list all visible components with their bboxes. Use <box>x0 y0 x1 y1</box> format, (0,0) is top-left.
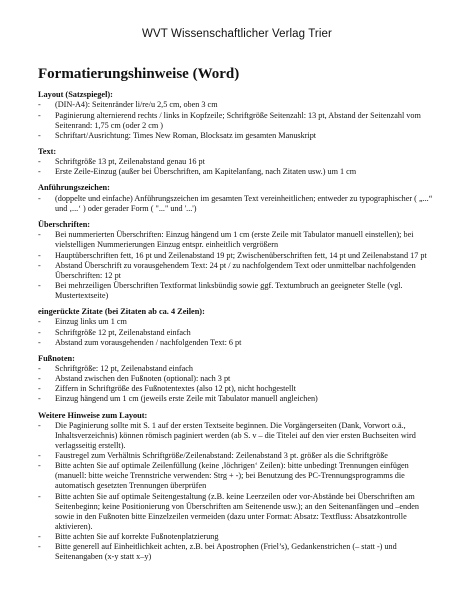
dash-bullet-icon: - <box>38 420 41 430</box>
list-item <box>38 384 436 394</box>
section <box>38 411 436 563</box>
list-item-text: Erste Zeile-Einzug (außer bei Überschriften, am Kapitelanfang, nach Zitaten usw.) um 1 cm <box>55 167 357 177</box>
section-heading: Fußnoten: <box>38 353 75 363</box>
list-item-text: Bitte achten Sie auf optimale Seitengestaltung (z.B. keine Leerzeilen oder vor-Abstände bei Überschriften am Seitenbeginn; keine Positionierung von Überschriften am Seitenende usw.); an den Seitenanfängen und –enden sowie in den Fußnoten bitte Einzelzeilen vermeiden (dazu unter Format: Absatz: Textfluss: Absatzkontrolle aktivieren). <box>55 491 419 531</box>
list-item-text: Bei mehrzeiligen Überschriften Textformat linksbündig sowie ggf. Textumbruch an geeigneter Stelle (vgl. Mustertextseite) <box>55 280 403 300</box>
section <box>38 307 436 348</box>
dash-bullet-icon: - <box>38 394 41 404</box>
bullet-list <box>38 317 436 347</box>
bullet-list <box>38 421 436 562</box>
section <box>38 90 436 141</box>
sections-container <box>38 90 436 562</box>
dash-bullet-icon: - <box>38 250 41 260</box>
dash-bullet-icon: - <box>38 337 41 347</box>
dash-bullet-icon: - <box>38 157 41 167</box>
dash-bullet-icon: - <box>38 384 41 394</box>
dash-bullet-icon: - <box>38 280 41 290</box>
dash-bullet-icon: - <box>38 260 41 270</box>
list-item <box>38 167 436 177</box>
dash-bullet-icon: - <box>38 317 41 327</box>
list-item-text: Schriftgröße 13 pt, Zeilenabstand genau 16 pt <box>55 157 205 167</box>
list-item <box>38 317 436 327</box>
list-item <box>38 364 436 374</box>
bullet-list <box>38 194 436 214</box>
dash-bullet-icon: - <box>38 451 41 461</box>
list-item-text: Paginierung alternierend rechts / links in Kopfzeile; Schriftgröße Seitenzahl: 13 pt, Abstand der Seitenzahl vom Seitenrand: 1,75 cm (oder 2 cm ) <box>55 110 421 130</box>
list-item-text: Bitte achten Sie auf korrekte Fußnotenplatzierung <box>55 531 219 541</box>
section <box>38 183 436 214</box>
list-item-text: Schriftart/Ausrichtung: Times New Roman, Blocksatz im gesamten Manuskript <box>55 130 317 140</box>
dash-bullet-icon: - <box>38 327 41 337</box>
list-item-text: Abstand zwischen den Fußnoten (optional): nach 3 pt <box>55 374 231 384</box>
list-item <box>38 394 436 404</box>
list-item-text: (DIN-A4): Seitenränder li/re/u 2,5 cm, oben 3 cm <box>55 100 218 110</box>
dash-bullet-icon: - <box>38 542 41 552</box>
list-item-text: Bitte generell auf Einheitlichkeit achten, z.B. bei Apostrophen (Friel’s), Gedankenstrichen (– statt -) und Seitenangaben (x-y statt x–y) <box>55 542 397 562</box>
list-item <box>38 281 436 301</box>
dash-bullet-icon: - <box>38 491 41 501</box>
dash-bullet-icon: - <box>38 461 41 471</box>
list-item-text: Abstand zum vorausgehenden / nachfolgenden Text: 6 pt <box>55 337 242 347</box>
section-heading: Überschriften: <box>38 219 91 229</box>
dash-bullet-icon: - <box>38 167 41 177</box>
list-item-text: Bei nummerierten Überschriften: Einzug hängend um 1 cm (erste Zeile mit Tabulator manuell einstellen); bei vielstelligen Nummerierungen Einzug entspr. einheitlich vergrößern <box>55 230 414 250</box>
section <box>38 354 436 405</box>
dash-bullet-icon: - <box>38 110 41 120</box>
section <box>38 220 436 301</box>
list-item-text: Faustregel zum Verhältnis Schriftgröße/Zeilenabstand: Zeilenabstand 3 pt. größer als die Schriftgröße <box>55 451 388 461</box>
section-heading: Text: <box>38 146 57 156</box>
bullet-list <box>38 100 436 140</box>
section-heading: Weitere Hinweise zum Layout: <box>38 410 148 420</box>
section-heading: eingerückte Zitate (bei Zitaten ab ca. 4 Zeilen): <box>38 307 205 317</box>
list-item <box>38 111 436 131</box>
list-item <box>38 492 436 532</box>
list-item-text: Hauptüberschriften fett, 16 pt und Zeilenabstand 19 pt; Zwischenüberschriften fett, 14 pt und Zeilenabstand 17 pt <box>55 250 427 260</box>
list-item <box>38 461 436 491</box>
list-item <box>38 451 436 461</box>
list-item <box>38 100 436 110</box>
list-item <box>38 157 436 167</box>
list-item <box>38 194 436 214</box>
dash-bullet-icon: - <box>38 130 41 140</box>
publisher-header: WVT Wissenschaftlicher Verlag Trier <box>142 28 332 40</box>
section <box>38 147 436 178</box>
dash-bullet-icon: - <box>38 230 41 240</box>
bullet-list <box>38 157 436 177</box>
list-item-text: (doppelte und einfache) Anführungszeichen im gesamten Text vereinheitlichen; entweder zu typographischer ( „...“ und ‚...‘ ) oder gerader Form ( "..." und '...') <box>55 193 433 213</box>
list-item <box>38 374 436 384</box>
bullet-list <box>38 364 436 404</box>
list-item <box>38 251 436 261</box>
list-item <box>38 328 436 338</box>
list-item <box>38 532 436 542</box>
list-item-text: Die Paginierung sollte mit S. 1 auf der ersten Textseite beginnen. Die Vorgängerseiten (Dank, Vorwort o.ä., Inhaltsverzeichnis) können römisch paginiert werden (ab S. v – die Titelei auf den vier ersten Buchseiten wird verlagsseitig erstellt). <box>55 420 416 451</box>
section-heading: Anführungszeichen: <box>38 183 110 193</box>
list-item <box>38 230 436 250</box>
list-item-text: Einzug links um 1 cm <box>55 317 127 327</box>
list-item-text: Schriftgröße 12 pt, Zeilenabstand einfach <box>55 327 191 337</box>
dash-bullet-icon: - <box>38 100 41 110</box>
dash-bullet-icon: - <box>38 374 41 384</box>
section-heading: Layout (Satzspiegel): <box>38 90 113 99</box>
list-item <box>38 421 436 451</box>
dash-bullet-icon: - <box>38 364 41 374</box>
list-item-text: Schriftgröße: 12 pt, Zeilenabstand einfach <box>55 364 194 374</box>
dash-bullet-icon: - <box>38 531 41 541</box>
list-item-text: Abstand Überschrift zu vorausgehendem Text: 24 pt / zu nachfolgendem Text oder unmittelbar nachfolgenden Überschriften: 12 pt <box>55 260 416 280</box>
dash-bullet-icon: - <box>38 193 41 203</box>
bullet-list <box>38 230 436 301</box>
list-item-text: Ziffern in Schriftgröße des Fußnotentextes (also 12 pt), nicht hochgestellt <box>55 384 296 394</box>
list-item-text: Bitte achten Sie auf optimale Zeilenfüllung (keine ‚löchrigen‘ Zeilen): bitte unbedingt Trennungen einfügen (manuell: bitte weiche Trennstriche verwenden: Strg + -); bei Benutzung des PC-Trennungsprogramms die automatisch gesetzten Trennungen überprüfen <box>55 461 409 491</box>
list-item <box>38 261 436 281</box>
list-item <box>38 131 436 141</box>
list-item-text: Einzug hängend um 1 cm (jeweils erste Zeile mit Tabulator manuell angleichen) <box>55 394 318 404</box>
document-title: Formatierungshinweise (Word) <box>38 66 240 82</box>
list-item <box>38 338 436 348</box>
list-item <box>38 542 436 562</box>
